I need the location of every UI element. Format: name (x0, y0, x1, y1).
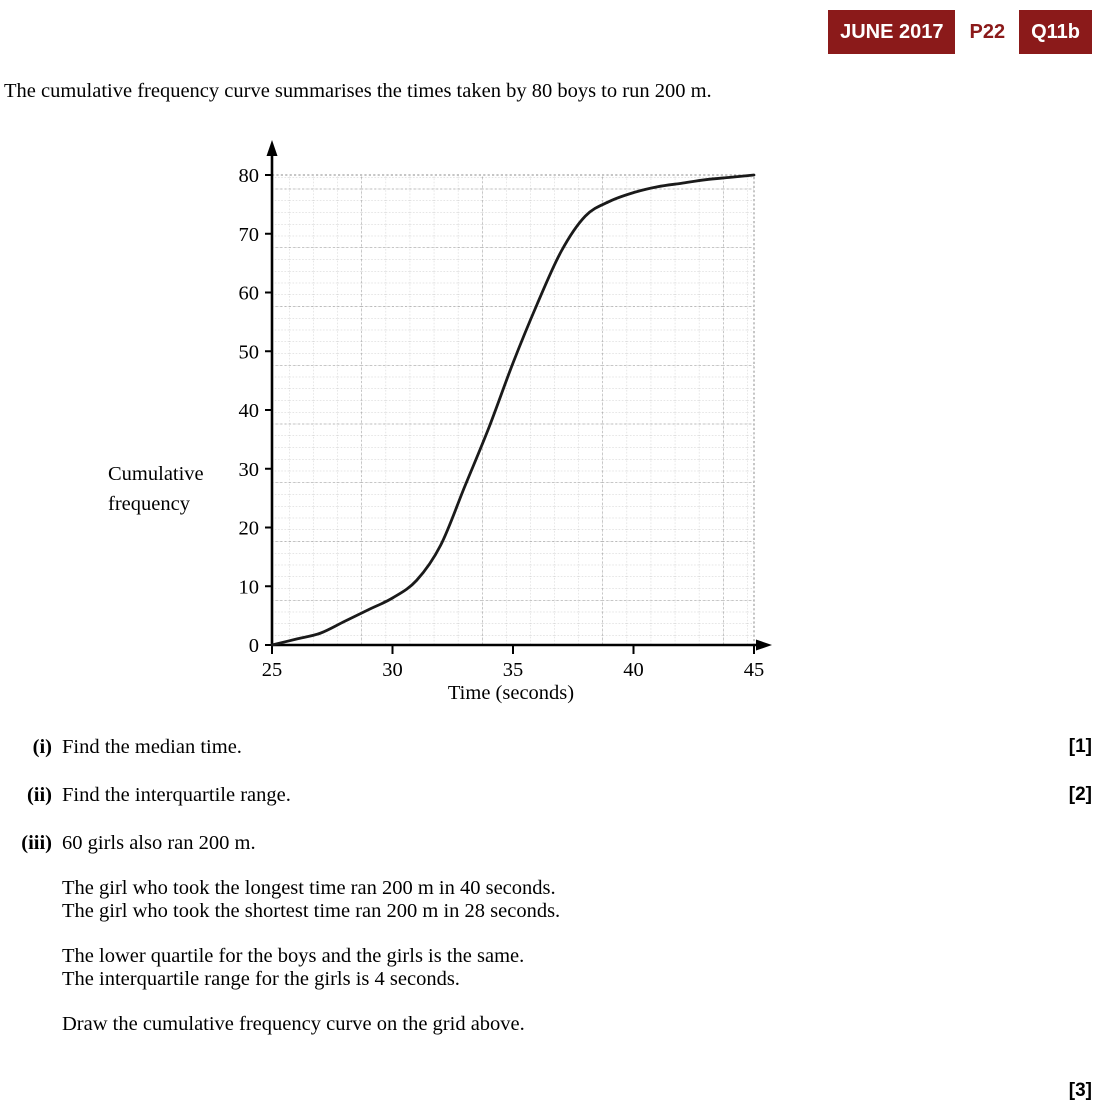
y-axis-label-line1: Cumulative (108, 463, 204, 485)
part-ii (0, 784, 1100, 807)
part-ii-number: (ii) (26, 784, 52, 806)
part-i-marks: [1] (1068, 736, 1092, 757)
x-axis-ticks (262, 645, 765, 681)
y-tick-label-80: 80 (238, 165, 259, 187)
y-axis-ticks (239, 165, 273, 657)
part-iii-line4: The interquartile range for the girls is 4 seconds. (62, 968, 460, 990)
part-iii (0, 832, 1100, 1036)
badge-question: Q11b (1019, 10, 1092, 54)
x-tick-label-35: 35 (502, 659, 524, 681)
y-tick-label-60: 60 (238, 282, 259, 305)
question-intro-text: The cumulative frequency curve summarises the times taken by 80 boys to run 200 m. (4, 80, 712, 102)
part-i (0, 736, 1100, 759)
x-axis-label: Time (seconds) (447, 682, 575, 704)
y-axis-label-line2: frequency (108, 492, 190, 515)
exam-reference-badge (828, 10, 1092, 54)
part-iii-marks: [3] (1068, 1080, 1092, 1101)
part-iii-line1: The girl who took the longest time ran 200 m in 40 seconds. (62, 877, 556, 899)
x-tick-label-45: 45 (743, 659, 765, 681)
y-tick-label-10: 10 (238, 576, 259, 599)
cumulative-frequency-chart (0, 130, 1100, 730)
part-i-number: (i) (32, 736, 52, 758)
part-iii-text: 60 girls also ran 200 m. (62, 832, 256, 854)
x-tick-label-25: 25 (261, 659, 283, 681)
part-iii-body (62, 832, 1100, 1036)
x-tick-label-40: 40 (623, 659, 644, 681)
y-tick-label-50: 50 (238, 341, 259, 364)
part-i-text: Find the median time. (62, 736, 242, 758)
question-parts (0, 736, 1100, 1101)
y-tick-label-0: 0 (248, 635, 259, 657)
y-tick-label-20: 20 (238, 517, 259, 540)
chart-plot-svg (0, 130, 1100, 730)
badge-session: JUNE 2017 (828, 10, 955, 54)
y-tick-label-40: 40 (238, 400, 259, 422)
part-iii-line2: The girl who took the shortest time ran 200 m in 28 seconds. (62, 900, 561, 922)
x-tick-label-30: 30 (382, 659, 403, 681)
part-iii-instruction: Draw the cumulative frequency curve on the grid above. (62, 1013, 525, 1035)
y-tick-label-30: 30 (238, 458, 259, 481)
y-tick-label-70: 70 (238, 223, 259, 246)
chart-gridlines (272, 175, 754, 645)
part-ii-marks: [2] (1068, 784, 1092, 805)
part-iii-number: (iii) (21, 832, 52, 854)
part-iii-line3: The lower quartile for the boys and the girls is the same. (62, 945, 525, 967)
part-ii-text: Find the interquartile range. (62, 784, 291, 806)
badge-paper: P22 (955, 10, 1019, 54)
